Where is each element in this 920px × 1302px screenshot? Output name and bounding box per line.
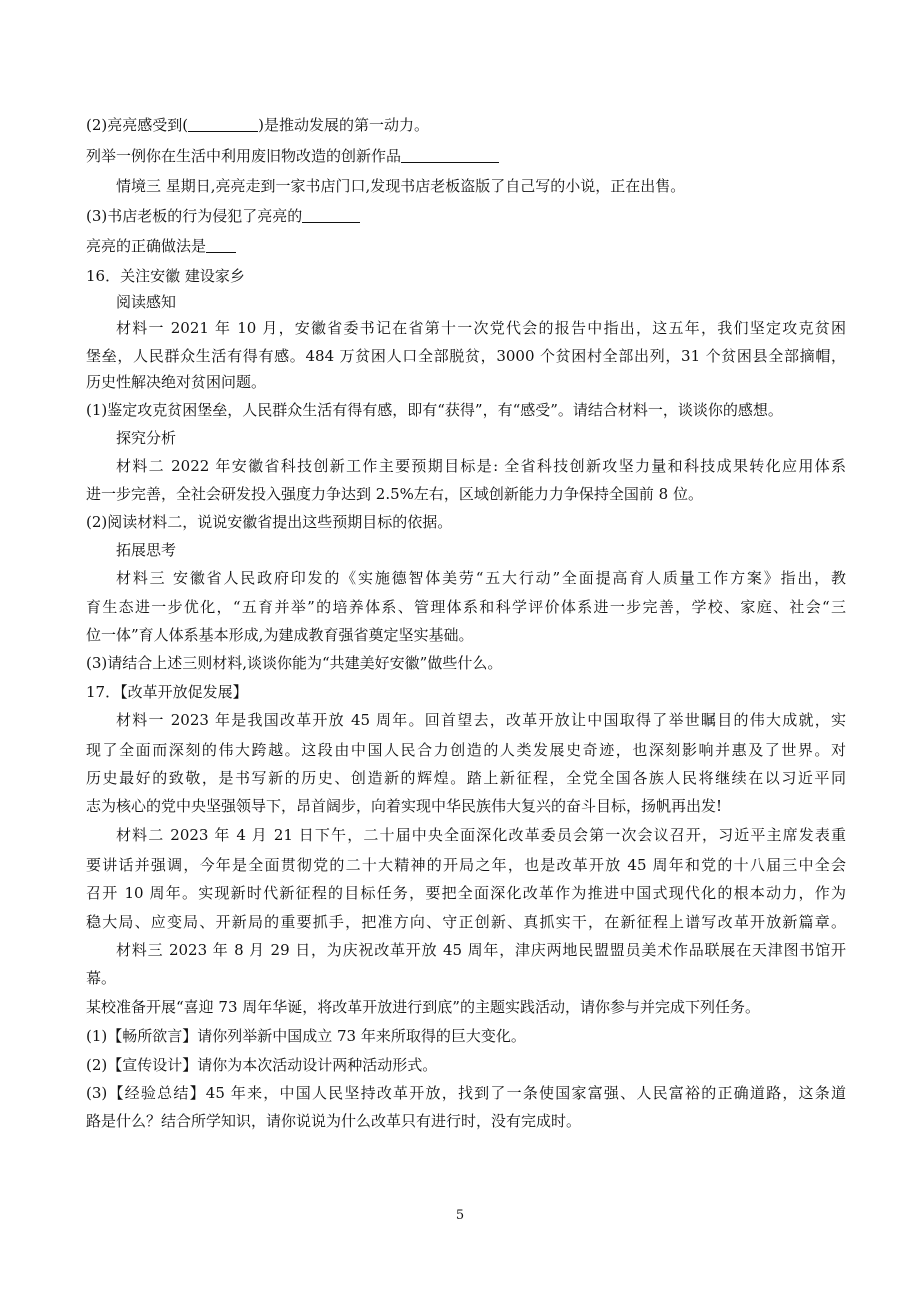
material-16-3: 位一体”育人体系基本形成,为建成教育强省奠定坚实基础。 bbox=[86, 626, 474, 644]
question-2-line bbox=[86, 115, 846, 135]
material-16-3: 育生态进一步优化，“五育并举”的培养体系、管理体系和科学评价体系进一步完善，学校、家庭、社会“三 bbox=[86, 598, 846, 616]
question-17-1: (1)【畅所欲言】请你列举新中国成立 73 年来所取得的巨大变化。 bbox=[86, 1027, 526, 1045]
material-16-1: 历史性解决绝对贫困问题。 bbox=[86, 373, 267, 391]
question-16-1: (1)鉴定攻克贫困堡垒，人民群众生活有得有感，即有“获得”，有“感受”。请结合材料一，谈谈你的感想。 bbox=[86, 401, 783, 419]
question-17-3: 路是什么？结合所学知识，请你说说为什么改革只有进行时，没有完成时。 bbox=[86, 1112, 582, 1130]
material-17-1: 志为核心的党中央坚强领导下，昂首阔步，向着实现中华民族伟大复兴的奋斗目标，扬帆再出发! bbox=[86, 797, 723, 815]
material-16-2: 材料二 2022 年安徽省科技创新工作主要预期目标是: 全省科技创新攻坚力量和科技成果转化应用体系 bbox=[116, 457, 846, 475]
material-17-2: 稳大局、应变局、开新局的重要抓手，把准方向、守正创新、真抓实干，在新征程上谱写改革开放新篇章。 bbox=[86, 913, 846, 931]
question-16-2: (2)阅读材料二，说说安徽省提出这些预期目标的依据。 bbox=[86, 513, 453, 531]
material-16-1: 堡垒，人民群众生活有得有感。484 万贫困人口全部脱贫，3000 个贫困村全部出列，31 个贫困县全部摘帽， bbox=[86, 347, 846, 365]
question-2-list-line bbox=[86, 146, 846, 166]
answer-blank bbox=[206, 238, 236, 253]
material-17-2: 材料二 2023 年 4 月 21 日下午，二十届中央全面深化改革委员会第一次会议召开，习近平主席发表重 bbox=[116, 826, 846, 844]
section-heading-explore: 探究分析 bbox=[116, 429, 177, 447]
question-17-3: (3)【经验总结】45 年来，中国人民坚持改革开放，找到了一条使国家富强、人民富裕的正确道路，这条道 bbox=[86, 1084, 846, 1102]
material-17-2: 要讲话并强调，今年是全面贯彻党的二十大精神的开局之年，也是改革开放 45 周年和党的十八届三中全会 bbox=[86, 856, 846, 874]
material-17-1: 材料一 2023 年是我国改革开放 45 周年。回首望去，改革开放让中国取得了举世瞩目的伟大成就，实 bbox=[116, 711, 846, 729]
question-2-list-text: 列举一例你在生活中利用废旧物改造的创新作品 bbox=[86, 147, 402, 165]
question-3-text: (3)书店老板的行为侵犯了亮亮的 bbox=[86, 207, 303, 225]
question-17-2: (2)【宣传设计】请你为本次活动设计两种活动形式。 bbox=[86, 1056, 438, 1074]
section-heading-read: 阅读感知 bbox=[116, 293, 177, 311]
question-17-intro: 某校准备开展“喜迎 73 周年华诞，将改革开放进行到底”的主题实践活动，请你参与并完成下列任务。 bbox=[86, 998, 760, 1016]
page-number: 5 bbox=[455, 1208, 465, 1223]
question-3-correct-line bbox=[86, 236, 846, 256]
question-16-3: (3)请结合上述三则材料,谈谈你能为“共建美好安徽”做些什么。 bbox=[86, 654, 503, 672]
question-2-text-a: (2)亮亮感受到( bbox=[86, 116, 189, 134]
question-3-line bbox=[86, 206, 846, 226]
material-17-1: 历史最好的致敬，是书写新的历史、创造新的辉煌。踏上新征程，全党全国各族人民将继续在以习近平同 bbox=[86, 769, 846, 787]
question-3-correct-text: 亮亮的正确做法是 bbox=[86, 237, 207, 255]
section-heading-extend: 拓展思考 bbox=[116, 541, 177, 559]
material-16-2: 进一步完善，全社会研发投入强度力争达到 2.5%左右，区域创新能力力争保持全国前 8 位。 bbox=[86, 485, 703, 503]
material-16-1: 材料一 2021 年 10 月，安徽省委书记在省第十一次党代会的报告中指出，这五年，我们坚定攻克贫困 bbox=[116, 319, 846, 337]
material-17-3: 幕。 bbox=[86, 969, 117, 987]
material-17-3: 材料三 2023 年 8 月 29 日，为庆祝改革开放 45 周年，津庆两地民盟盟员美术作品联展在天津图书馆开 bbox=[116, 941, 846, 959]
scenario-3: 情境三 星期日,亮亮走到一家书店门口,发现书店老板盗版了自己写的小说，正在出售。 bbox=[116, 177, 686, 195]
question-16-title: 16．关注安徽 建设家乡 bbox=[86, 267, 245, 285]
material-17-1: 现了全面而深刻的伟大跨越。这段由中国人民合力创造的人类发展史奇迹，也深刻影响并惠及了世界。对 bbox=[86, 741, 846, 759]
question-17-title: 17．【改革开放促发展】 bbox=[86, 683, 248, 701]
question-2-text-b: )是推动发展的第一动力。 bbox=[258, 116, 429, 134]
answer-blank bbox=[188, 117, 258, 132]
material-16-3: 材料三 安徽省人民政府印发的《实施德智体美劳“五大行动”全面提高育人质量工作方案》指出，教 bbox=[116, 569, 846, 587]
material-17-2: 召开 10 周年。实现新时代新征程的目标任务，要把全面深化改革作为推进中国式现代化的根本动力，作为 bbox=[86, 884, 846, 902]
answer-blank bbox=[401, 148, 499, 163]
answer-blank bbox=[302, 208, 360, 223]
